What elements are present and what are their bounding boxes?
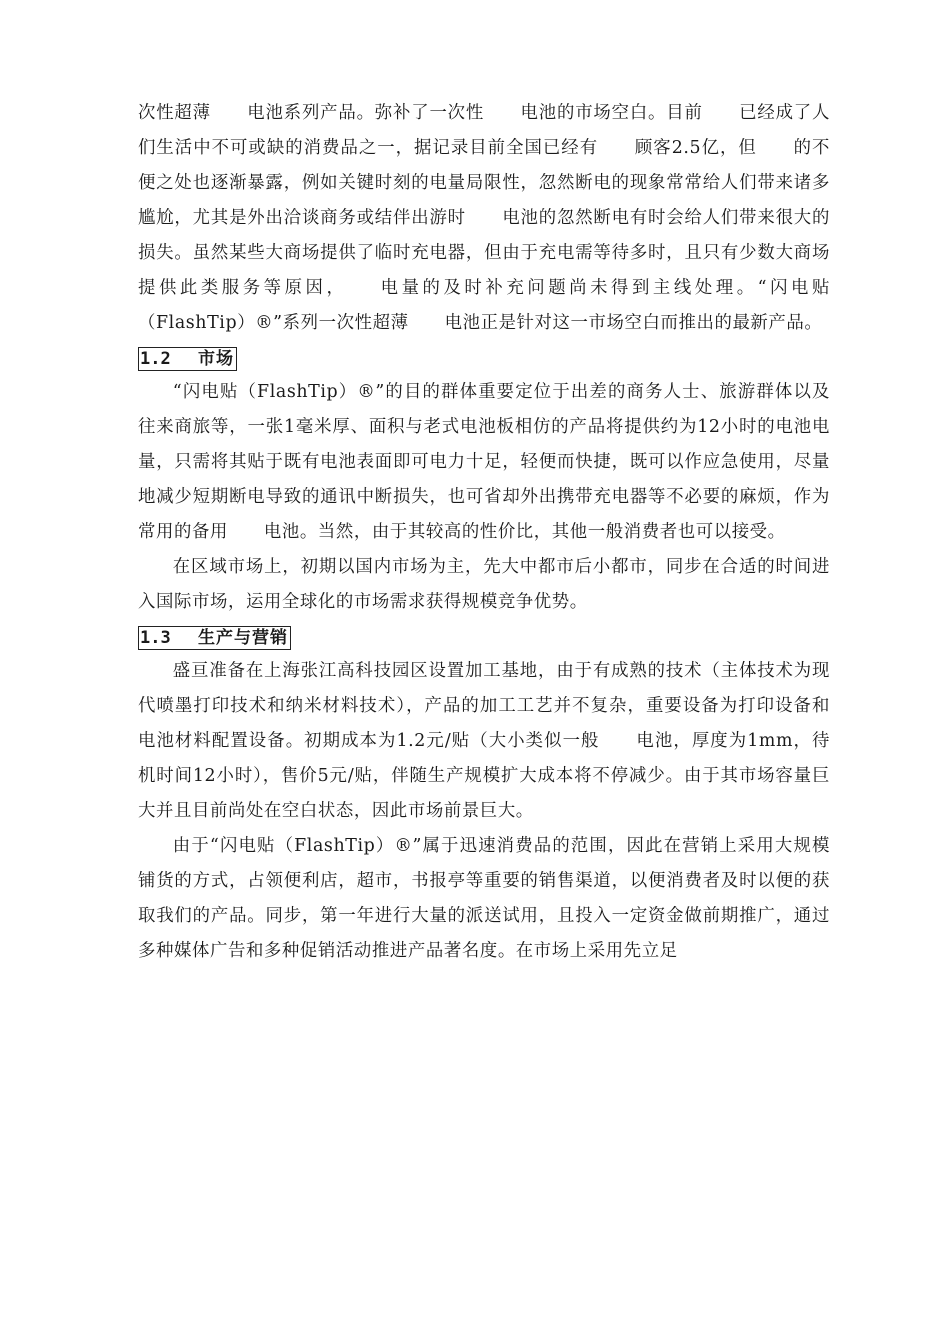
section-title: 市场 [198, 349, 234, 369]
section-heading-box [138, 626, 291, 650]
market-paragraph-2: 在区域市场上，初期以国内市场为主，先大中都市后小都市，同步在合适的时间进入国际市场，运用全球化的市场需求获得规模竞争优势。 [138, 557, 830, 612]
production-paragraph-2: 由于“闪电贴（FlashTip）®”属于迅速消费品的范围，因此在营销上采用大规模铺货的方式，占领便利店，超市，书报亭等重要的销售渠道，以便消费者及时以便的获取我们的产品。同步，第一年进行大量的派送试用，且投入一定资金做前期推广，通过多种媒体广告和多种促销活动推进产品著名度。在市场上采用先立足 [138, 836, 830, 961]
document-page [138, 96, 830, 969]
section-number: 1.3 [140, 628, 171, 648]
production-paragraph-1: 盛亘准备在上海张江高科技园区设置加工基地，由于有成熟的技术（主体技术为现代喷墨打印技术和纳米材料技术），产品的加工工艺并不复杂，重要设备为打印设备和电池材料配置设备。初期成本为1.2元/贴（大小类似一般 电池，厚度为1mm，待机时间12小时），售价5元/贴，伴随生产规模扩大成本将不停减少。由于其市场容量巨大并且目前尚处在空白状态，因此市场前景巨大。 [138, 661, 830, 821]
section-number: 1.2 [140, 349, 171, 369]
intro-paragraph: 次性超薄 电池系列产品。弥补了一次性 电池的市场空白。目前 已经成了人们生活中不可或缺的消费品之一，据记录目前全国已经有 顾客2.5亿，但 的不便之处也逐渐暴露，例如关键时刻的电量局限性，忽然断电的现象常常给人们带来诸多尴尬，尤其是外出洽谈商务或结伴出游时 电池的忽然断电有时会给人们带来很大的损失。虽然某些大商场提供了临时充电器，但由于充电需等待多时，且只有少数大商场提供此类服务等原因， 电量的及时补充问题尚未得到主线处理。“闪电贴（FlashTip）®”系列一次性超薄 电池正是针对这一市场空白而推出的最新产品。 [138, 103, 830, 333]
section-heading-market [138, 347, 830, 371]
market-paragraph-1: “闪电贴（FlashTip）®”的目的群体重要定位于出差的商务人士、旅游群体以及往来商旅等，一张1毫米厚、面积与老式电池板相仿的产品将提供约为12小时的电池电量，只需将其贴于既有电池表面即可电力十足，轻便而快捷，既可以作应急使用，尽量地减少短期断电导致的通讯中断损失，也可省却外出携带充电器等不必要的麻烦，作为常用的备用 电池。当然，由于其较高的性价比，其他一般消费者也可以接受。 [138, 382, 830, 542]
section-heading-box [138, 347, 237, 371]
section-title: 生产与营销 [198, 628, 288, 648]
section-heading-production [138, 626, 830, 650]
